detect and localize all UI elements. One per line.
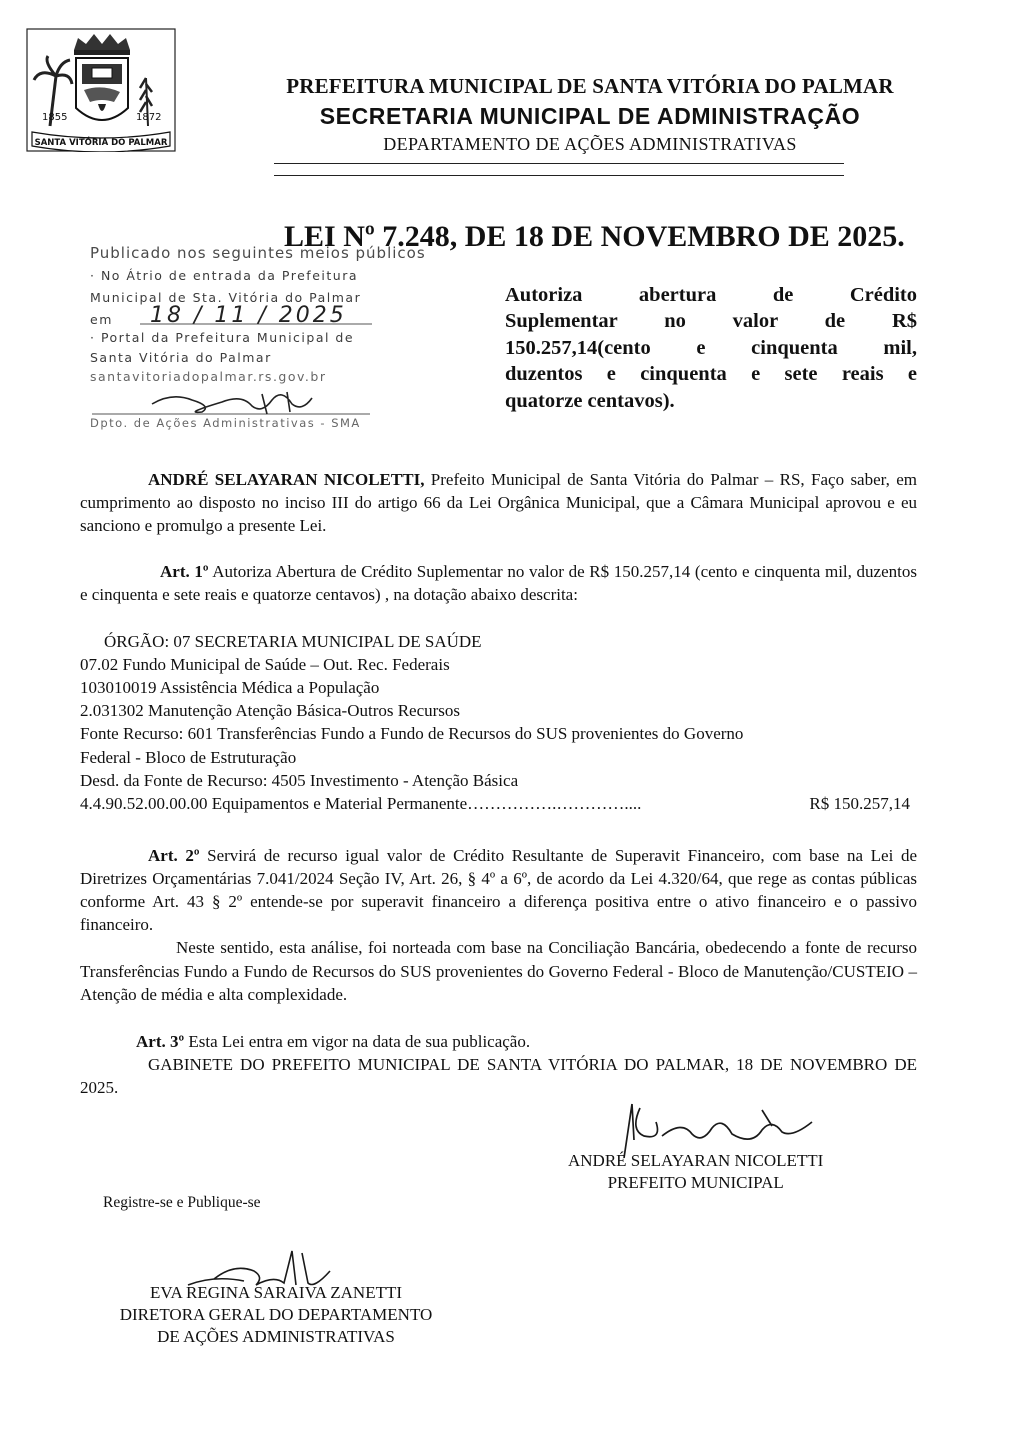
stamp-line-department: Dpto. de Ações Administrativas - SMA — [90, 416, 361, 430]
director-title-line1: DIRETORA GERAL DO DEPARTAMENTO — [119, 1305, 433, 1325]
header-rule-bottom — [274, 175, 844, 176]
mayor-title: PREFEITO MUNICIPAL — [607, 1173, 784, 1193]
registre-publique: Registre-se e Publique-se — [103, 1194, 261, 1211]
crest-year-right: 1872 — [136, 112, 162, 123]
article-2 — [80, 844, 917, 1006]
article-1 — [80, 560, 917, 606]
allocation-acao: 2.031302 Manutenção Atenção Básica-Outros Recursos — [80, 701, 461, 721]
dot-leader: …………….………….... — [467, 793, 642, 813]
director-signature-block — [86, 1282, 466, 1348]
allocation-valor: R$ 150.257,14 — [809, 793, 910, 813]
stamp-line-santa-vitoria: Santa Vitória do Palmar — [90, 350, 272, 365]
publication-stamp — [90, 244, 426, 436]
allocation-unidade: 07.02 Fundo Municipal de Saúde – Out. Rec. Federais — [80, 655, 450, 675]
law-summary — [505, 282, 917, 414]
crest-year-left: 1855 — [42, 112, 68, 123]
stamp-line-portal: · Portal da Prefeitura Municipal de — [90, 330, 355, 345]
allocation-fonte-cont: Federal - Bloco de Estruturação — [80, 747, 297, 767]
article-3 — [80, 1030, 917, 1099]
header-secretaria: SECRETARIA MUNICIPAL DE ADMINISTRAÇÃO — [319, 103, 861, 129]
mayor-signature-block — [568, 1150, 823, 1194]
allocation-elemento: 4.4.90.52.00.00.00 Equipamentos e Material Permanente — [80, 793, 468, 813]
stamp-line-municipal: Municipal de Sta. Vitória do Palmar — [90, 290, 362, 305]
municipal-crest-logo — [26, 28, 176, 152]
article-1-label: Art. 1º — [160, 562, 209, 581]
stamp-line-atrio: · No Átrio de entrada da Prefeitura — [90, 268, 358, 283]
allocation-programa: 103010019 Assistência Médica a População — [80, 678, 380, 698]
allocation-desdobramento: Desd. da Fonte de Recurso: 4505 Investimento - Atenção Básica — [80, 770, 519, 790]
stamp-handwritten-date — [140, 302, 380, 330]
article-1-text: Autoriza Abertura de Crédito Suplementar no valor de R$ 150.257,14 (cento e cinquenta mil, duzentos e cinquenta e sete reais e quatorze centavos) , na dotação abaixo descrita: — [80, 562, 917, 605]
preamble-text: Prefeito Municipal de Santa Vitória do Palmar – RS, Faço saber, em cumprimento ao disposto no inciso III do artigo 66 da Lei Orgânica Municipal, que a Câmara Municipal aprovou e eu sanciono e promulgo a presente Lei. — [80, 470, 918, 536]
preamble-paragraph — [80, 468, 917, 537]
article-2-label: Art. 2º — [148, 846, 200, 865]
budget-allocation — [80, 630, 917, 815]
law-title: LEI Nº 7.248, DE 18 DE NOVEMBRO DE 2025. — [284, 220, 905, 253]
allocation-fonte: Fonte Recurso: 601 Transferências Fundo a Fundo de Recursos do SUS provenientes do Governo — [80, 724, 744, 744]
stamp-date-text: 18 / 11 / 2025 — [150, 303, 347, 328]
director-name: EVA REGINA SARAIVA ZANETTI — [149, 1283, 403, 1302]
article-3-label: Art. 3º — [136, 1032, 185, 1051]
article-2-text-continued: Neste sentido, esta análise, foi norteada com base na Conciliação Bancária, obedecendo a fonte de recurso Transferências Fundo a Fundo de Recursos do SUS provenientes do Governo Federal - Bloco de Manutenção/CUSTEIO – Atenção de média e alta complexidade. — [80, 938, 917, 1004]
header-rule-top — [274, 163, 844, 164]
article-3-text: Esta Lei entra em vigor na data de sua publicação. — [184, 1032, 531, 1051]
stamp-line-published: Publicado nos seguintes meios públicos — [90, 244, 426, 262]
gabinete-line: GABINETE DO PREFEITO MUNICIPAL DE SANTA VITÓRIA DO PALMAR, 18 DE NOVEMBRO DE 2025. — [80, 1055, 917, 1098]
header-departamento: DEPARTAMENTO DE AÇÕES ADMINISTRATIVAS — [383, 134, 797, 154]
mayor-name-bold: ANDRÉ SELAYARAN NICOLETTI, — [148, 470, 425, 489]
summary-line: duzentos e cinquenta e sete reais e — [505, 363, 917, 386]
director-title-line2: DE AÇÕES ADMINISTRATIVAS — [157, 1327, 395, 1347]
allocation-orgao: ÓRGÃO: 07 SECRETARIA MUNICIPAL DE SAÚDE — [104, 632, 482, 651]
summary-line: Autoriza abertura de Crédito — [505, 284, 917, 306]
stamp-line-em: em — [90, 312, 113, 327]
stamp-line-website: santavitoriadopalmar.rs.gov.br — [90, 369, 327, 384]
article-2-text: Servirá de recurso igual valor de Crédito Resultante de Superavit Financeiro, com base na Lei de Diretrizes Orçamentárias 7.041/2024 Seção IV, Art. 26, § 4º a 6º, de acordo da Lei 4.320/64, que rege as contas públicas conforme Art. 43 § 2º entende-se por superavit financeiro a diferença positiva entre o ativo financeiro e o passivo financeiro. — [80, 846, 917, 935]
summary-line: Suplementar no valor de R$ — [505, 310, 917, 333]
header-prefeitura: PREFEITURA MUNICIPAL DE SANTA VITÓRIA DO PALMAR — [286, 74, 894, 98]
summary-line: 150.257,14(cento e cinquenta mil, — [505, 336, 917, 359]
crest-banner-text: SANTA VITÓRIA DO PALMAR — [34, 138, 168, 148]
allocation-elemento-row — [80, 792, 910, 815]
summary-line-last: quatorze centavos). — [505, 389, 675, 412]
mayor-name: ANDRÉ SELAYARAN NICOLETTI — [568, 1151, 824, 1170]
